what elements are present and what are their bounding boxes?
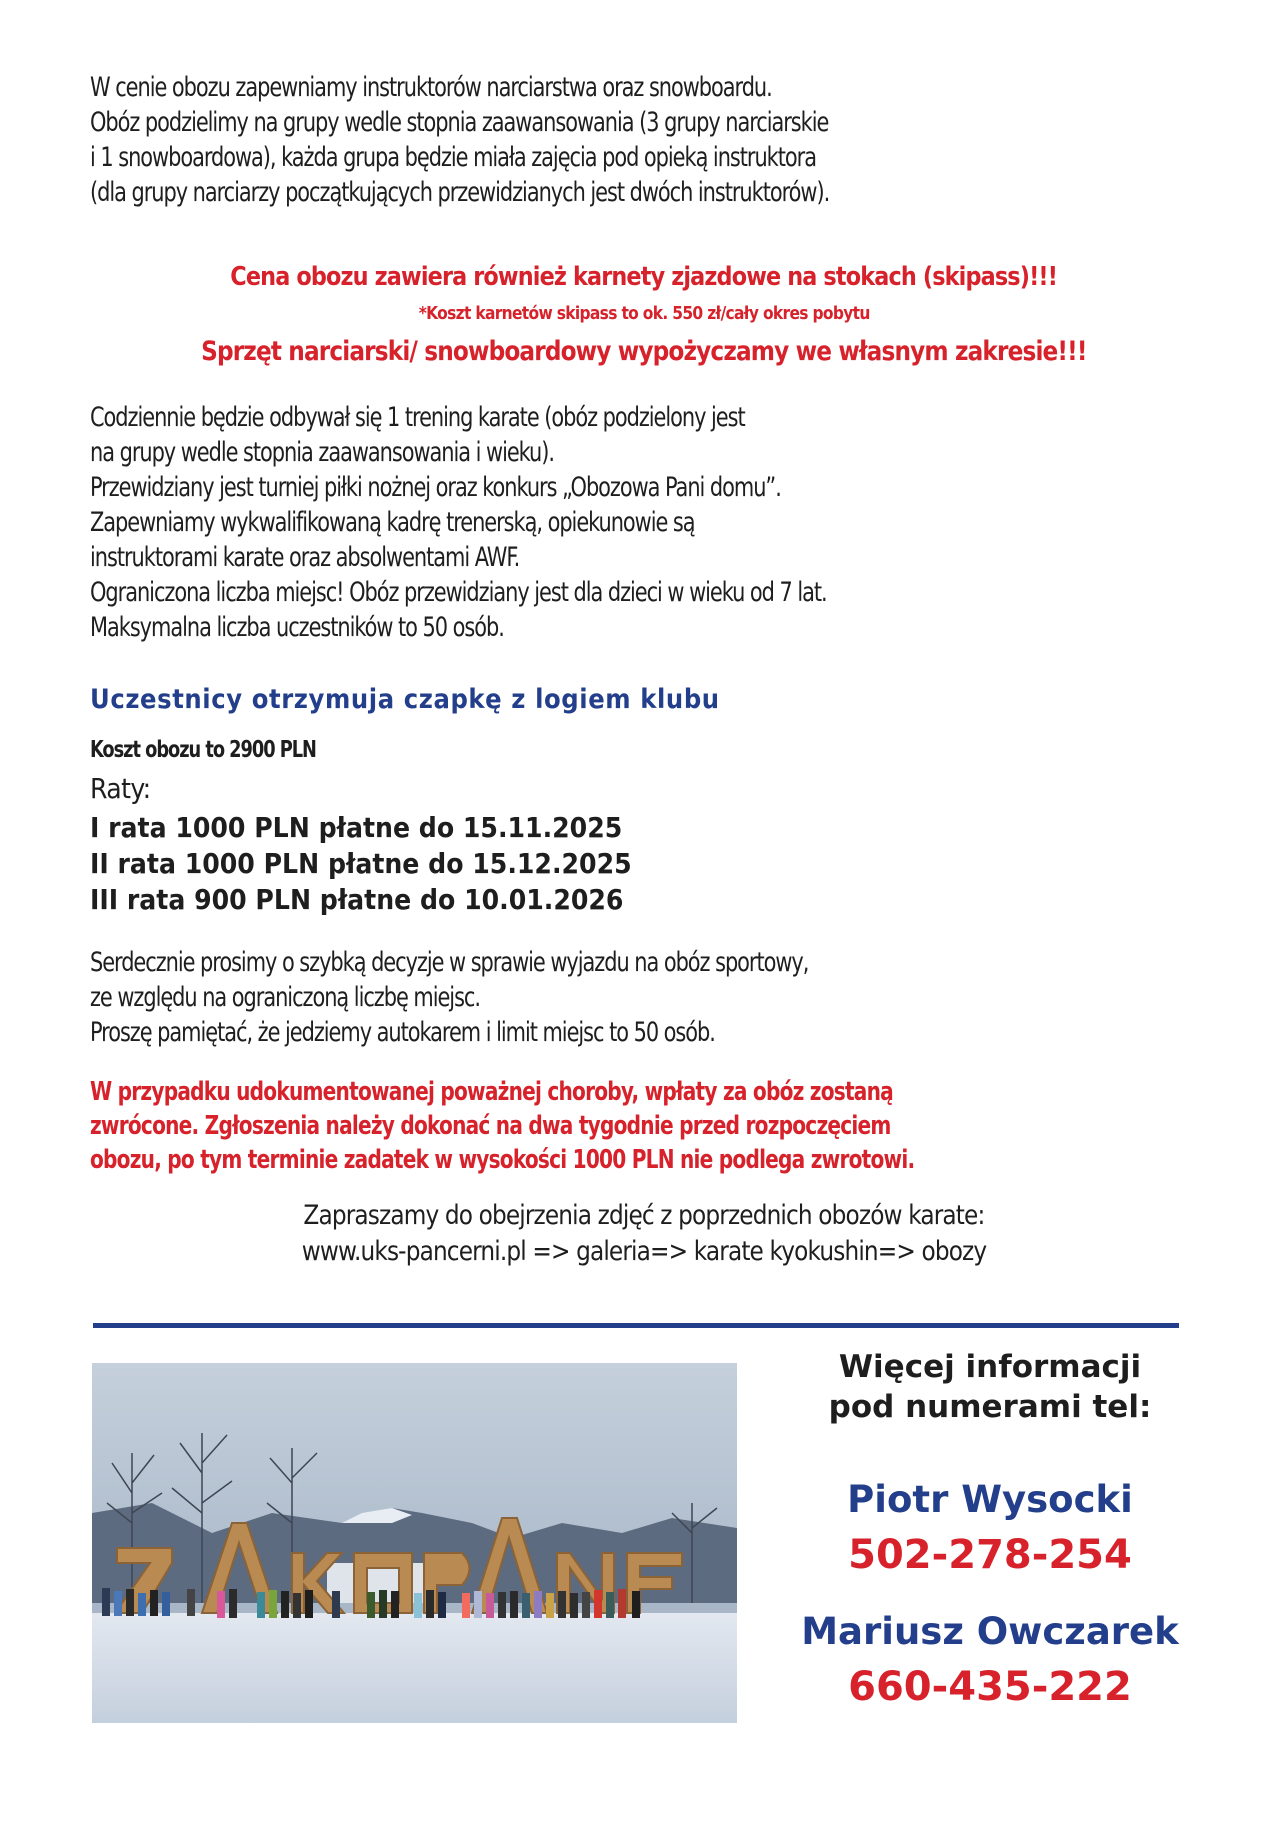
- decision-line: ze względu na ograniczoną liczbę miejsc.: [90, 982, 480, 1013]
- gallery-invite: [0, 1200, 1288, 1231]
- decision-line: Proszę pamiętać, że jedziemy autokarem i limit miejsc to 50 osób.: [90, 1017, 715, 1048]
- program-line: Zapewniamy wykwalifikowaną kadrę trenerską, opiekunowie są: [90, 507, 695, 538]
- contact-phone-1[interactable]: [760, 1532, 1220, 1578]
- contact-phone-2[interactable]: [760, 1664, 1220, 1710]
- installment-item: II rata 1000 PLN płatne do 15.12.2025: [90, 847, 632, 880]
- contact-heading-line2: pod numerami tel:: [828, 1389, 1152, 1425]
- intro-line: W cenie obozu zapewniamy instruktorów narciarstwa oraz snowboardu.: [90, 72, 772, 103]
- contact-name-2: [760, 1610, 1220, 1654]
- installments-list: [90, 810, 632, 918]
- installments-label: [90, 770, 151, 807]
- decision-line: Serdecznie prosimy o szybką decyzje w sprawie wyjazdu na obóz sportowy,: [90, 947, 809, 978]
- refund-line: zwrócone. Zgłoszenia należy dokonać na dwa tygodnie przed rozpoczęciem: [90, 1111, 891, 1141]
- contact-heading-line1: Więcej informacji: [838, 1349, 1142, 1385]
- cap-notice-text: Uczestnicy otrzymuja czapkę z logiem klubu: [90, 684, 720, 715]
- installment-item: I rata 1000 PLN płatne do 15.11.2025: [90, 811, 623, 844]
- installments-label-text: Raty:: [90, 772, 151, 805]
- program-line: na grupy wedle stopnia zaawansowania i wieku).: [90, 437, 554, 468]
- skipass-cost-text: *Koszt karnetów skipass to ok. 550 zł/cały okres pobytu: [418, 303, 870, 324]
- program-line: Maksymalna liczba uczestników to 50 osób.: [90, 612, 504, 643]
- intro-line: i 1 snowboardowa), każda grupa będzie miała zajęcia pod opieką instruktora: [90, 142, 816, 173]
- intro-line: Obóz podzielimy na grupy wedle stopnia zaawansowania (3 grupy narciarskie: [90, 107, 829, 138]
- phone-link[interactable]: 660-435-222: [848, 1664, 1132, 1710]
- group-photo: [92, 1363, 737, 1723]
- contact-name-1: [760, 1478, 1220, 1522]
- gallery-path[interactable]: [0, 1236, 1288, 1267]
- installment-item: III rata 900 PLN płatne do 10.01.2026: [90, 883, 624, 916]
- contact-name-text: Piotr Wysocki: [847, 1478, 1133, 1521]
- program-paragraph: [90, 400, 827, 645]
- refund-paragraph: [90, 1075, 914, 1177]
- refund-line: obozu, po tym terminie zadatek w wysokości 1000 PLN nie podlega zwrotowi.: [90, 1145, 915, 1175]
- zakopane-photo-illustration: [92, 1363, 737, 1723]
- refund-line: W przypadku udokumentowanej poważnej choroby, wpłaty za obóz zostaną: [90, 1077, 893, 1107]
- camp-cost: [90, 733, 316, 768]
- program-line: instruktorami karate oraz absolwentami AWF.: [90, 542, 520, 573]
- phone-link[interactable]: 502-278-254: [848, 1532, 1132, 1578]
- equipment-notice-text: Sprzęt narciarski/ snowboardowy wypożyczamy we własnym zakresie!!!: [201, 336, 1087, 367]
- section-divider: [93, 1323, 1179, 1328]
- skipass-cost-note: [0, 303, 1288, 324]
- cap-notice: [90, 682, 720, 717]
- intro-line: (dla grupy narciarzy początkujących przewidzianych jest dwóch instruktorów).: [90, 177, 830, 208]
- decision-paragraph: [90, 945, 808, 1050]
- camp-cost-text: Koszt obozu to 2900 PLN: [90, 737, 316, 763]
- program-line: Codziennie będzie odbywał się 1 trening karate (obóz podzielony jest: [90, 402, 745, 433]
- skipass-notice-text: Cena obozu zawiera również karnety zjazdowe na stokach (skipass)!!!: [230, 262, 1058, 292]
- contact-name-text: Mariusz Owczarek: [801, 1610, 1179, 1653]
- equipment-notice: [0, 336, 1288, 367]
- gallery-invite-text: Zapraszamy do obejrzenia zdjęć z poprzednich obozów karate:: [303, 1200, 985, 1231]
- snow-ground: [92, 1613, 737, 1723]
- intro-paragraph: [90, 70, 829, 210]
- contact-heading: [760, 1347, 1220, 1427]
- program-line: Ograniczona liczba miejsc! Obóz przewidziany jest dla dzieci w wieku od 7 lat.: [90, 577, 827, 608]
- skipass-notice: [0, 262, 1288, 292]
- gallery-link[interactable]: www.uks-pancerni.pl => galeria=> karate kyokushin=> obozy: [301, 1236, 987, 1267]
- program-line: Przewidziany jest turniej piłki nożnej oraz konkurs „Obozowa Pani domu”.: [90, 472, 781, 503]
